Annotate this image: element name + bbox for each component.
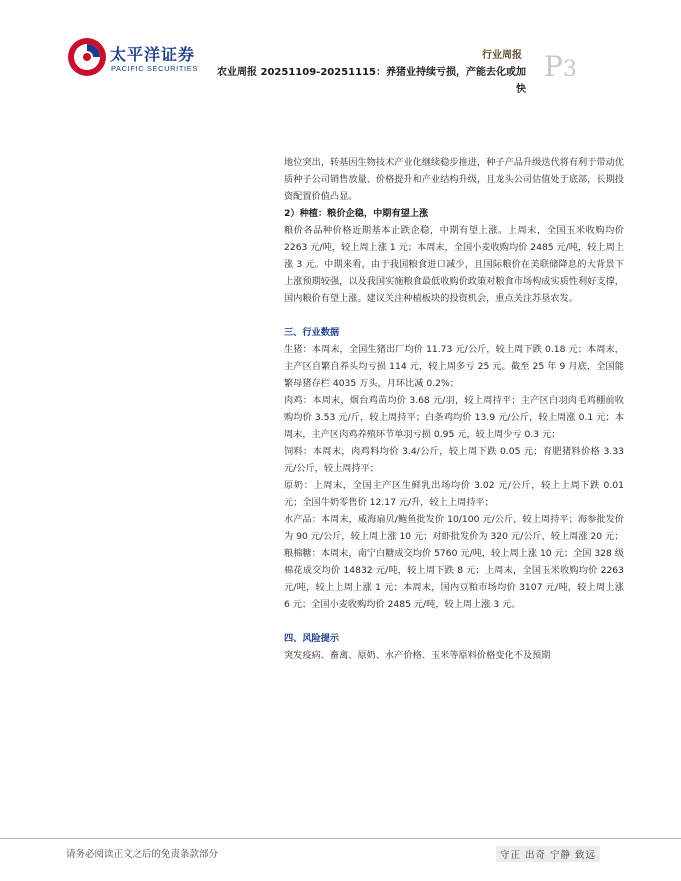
industry-data-heading: 三、行业数据 — [284, 327, 340, 338]
page-number — [544, 50, 577, 83]
planting-subheading: 2）种植：粮价企稳，中期有望上涨 — [284, 208, 429, 219]
report-title: 农业周报 20251109-20251115：养猪业持续亏损，产能去化或加快 — [217, 67, 526, 95]
data-paragraph-chicken: 肉鸡：本周末，烟台鸡苗均价 3.68 元/羽，较上周持平；主产区白羽肉毛鸡棚前收购均价 3.53 元/斤，较上周持平；白条鸡均价 13.9 元/公斤，较上周涨 0.1 元；本周末，主产区肉鸡养殖环节单羽亏损 0.95 元，较上周少亏 0.3 元； — [284, 395, 624, 440]
report-category: 行业周报 — [482, 50, 522, 61]
footer-disclaimer: 请务必阅读正文之后的免责条款部分 — [66, 849, 219, 860]
risk-heading: 四、风险提示 — [284, 633, 340, 644]
intro-paragraph: 地位突出，转基因生物技术产业化继续稳步推进，种子产品升级迭代将有利于带动优质种子公司销售放量、价格提升和产业结构升级，且龙头公司估值处于底部，长期投资配置价值凸显。 — [284, 157, 624, 202]
page-letter: P — [544, 50, 563, 83]
planting-paragraph: 粮价各品种价格近期基本止跌企稳，中期有望上涨。上周末，全国玉米收购均价 2263 元/吨，较上周上涨 1 元；本周末，全国小麦收购均价 2485 元/吨，较上周上涨 3 元。中期来看，由于我国粮食进口减少，且国际粮价在美联储降息的大背景下上涨预期较强，以及我国实施粮食最低收购价政策对粮食市场构成实质性利好支撑，国内粮价有望上涨。建议关注种植板块的投资机会，重点关注苏垦农发。 — [284, 225, 624, 304]
logo-english-name: PACIFIC SECURITIES — [111, 64, 198, 73]
company-logo — [66, 36, 206, 86]
footer-motto: 守正 出奇 宁静 致远 — [496, 846, 600, 862]
page-digit: 3 — [562, 57, 577, 82]
data-paragraph-feed: 饲料：本周末，肉鸡料均价 3.4/公斤，较上周下跌 0.05 元；育肥猪料价格 3.33 元/公斤，较上周持平； — [284, 446, 624, 474]
risk-paragraph: 突发疫病、畜禽、原奶、水产价格、玉米等原料价格变化不及预期 — [284, 650, 551, 661]
footer-divider — [0, 838, 681, 839]
report-body — [284, 154, 624, 664]
data-paragraph-hog: 生猪：本周末，全国生猪出厂均价 11.73 元/公斤，较上周下跌 0.18 元；本周末，主产区自繁自养头均亏损 114 元，较上周多亏 25 元。截至 25 年 9 月底，全国能繁母猪存栏 4035 万头，月环比减 0.2%； — [284, 344, 624, 389]
logo-emblem-icon — [66, 36, 108, 78]
data-paragraph-aquatic: 水产品：本周末，威海扇贝/鲍鱼批发价 10/100 元/公斤，较上周持平；海参批发价为 90 元/公斤，较上周上涨 10 元；对虾批发价为 320 元/公斤，较上周涨 20 元； — [284, 514, 624, 542]
data-paragraph-grain: 粮棉糖：本周末，南宁白糖成交均价 5760 元/吨，较上周上涨 10 元；全国 328 级棉花成交均价 14832 元/吨，较上周下跌 8 元；上周末，全国玉米收购均价 2263 元/吨，较上上周上涨 1 元；本周末，国内豆粕市场均价 3107 元/吨，较上周上涨 6 元；全国小麦收购均价 2485 元/吨，较上周上涨 3 元。 — [284, 548, 624, 610]
data-paragraph-milk: 原奶：上周末，全国主产区生鲜乳出场均价 3.02 元/公斤，较上上周下跌 0.01 元；全国牛奶零售价 12.17 元/升，较上上周持平； — [284, 480, 624, 508]
logo-chinese-name: 太平洋证券 — [110, 45, 196, 64]
